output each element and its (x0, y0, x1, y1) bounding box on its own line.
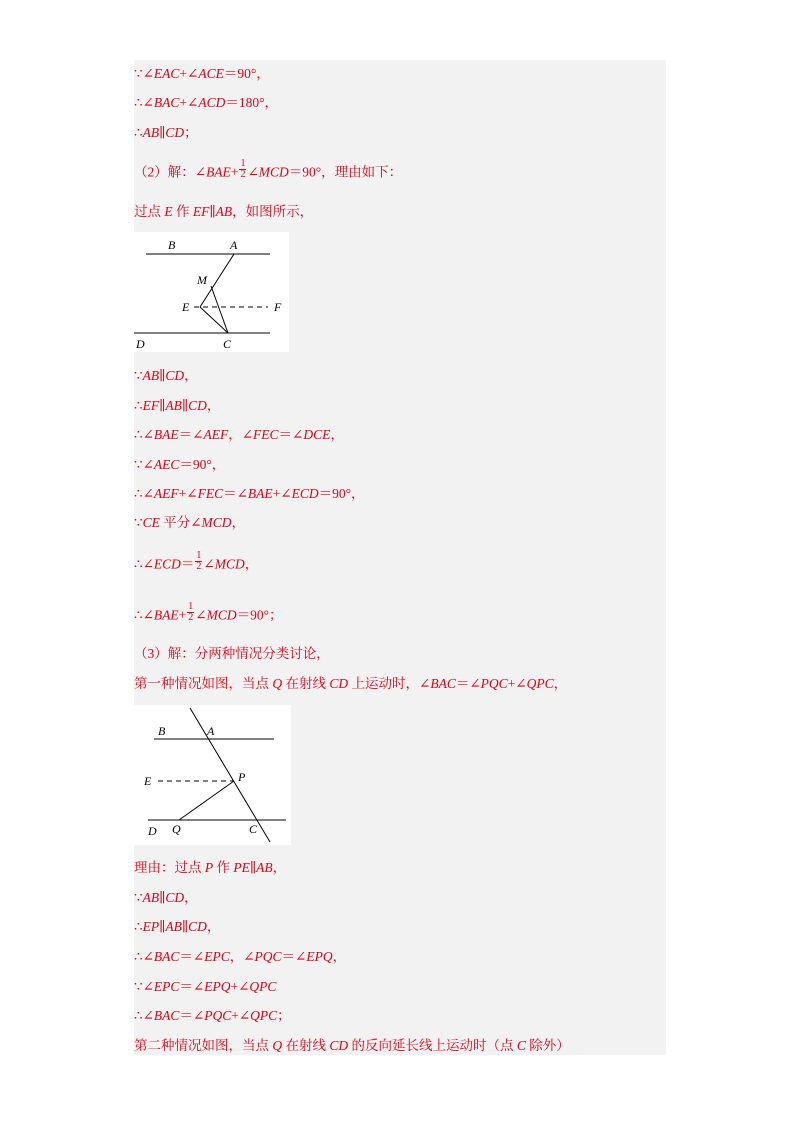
proof-line-9: ∵∠AEC＝90°， (134, 457, 226, 472)
proof-line-15: 第一种情况如图，当点 Q 在射线 CD 上运动时，∠BAC＝∠PQC+∠QPC， (134, 676, 568, 691)
label-q: Q (172, 822, 181, 836)
proof-line-8: ∴∠BAE＝∠AEF，∠FEC＝∠DCE， (134, 427, 344, 442)
proof-line-13: ∴∠BAE+ $\frac{1}{2}$ ∠MCD＝90°； (134, 601, 283, 623)
figure-2 (134, 705, 291, 845)
proof-line-2: ∴∠BAC+∠ACD＝180°， (134, 95, 278, 110)
proof-line-7: ∴EF∥AB∥CD， (134, 398, 221, 413)
label-c: C (223, 337, 232, 351)
label-m: M (197, 273, 207, 287)
proof-line-19: ∴∠BAC＝∠EPC，∠PQC＝∠EPQ， (134, 949, 347, 964)
label-e: E (144, 774, 152, 788)
figure-2-svg (134, 705, 291, 845)
proof-line-6: ∵AB∥CD， (134, 368, 198, 383)
proof-line-3: ∴AB∥CD； (134, 125, 198, 140)
label-a: A (230, 238, 238, 252)
label-c: C (249, 822, 258, 836)
figure-1 (134, 232, 289, 352)
fraction-half: $\frac{1}{2}$ (196, 550, 202, 572)
label-f: F (274, 300, 282, 314)
proof-line-4: （2）解：∠BAE+ $\frac{1}{2}$ ∠MCD＝90°，理由如下： (134, 158, 403, 180)
label-a: A (207, 724, 215, 738)
segment-mc (211, 286, 228, 333)
label-b: B (158, 724, 166, 738)
label-d: D (148, 824, 157, 838)
transversal-ac (190, 708, 270, 842)
proof-line-21: ∴∠BAC＝∠PQC+∠QPC； (134, 1008, 291, 1023)
figure-1-svg (134, 232, 289, 352)
proof-line-5: 过点 E 作 EF∥AB，如图所示， (134, 204, 314, 219)
fraction-half: $\frac{1}{2}$ (240, 158, 246, 180)
proof-line-10: ∴∠AEF+∠FEC＝∠BAE+∠ECD＝90°， (134, 486, 365, 501)
proof-line-1: ∵∠EAC+∠ACE＝90°， (134, 66, 270, 81)
proof-line-17: ∵AB∥CD， (134, 890, 198, 905)
proof-line-12: ∴∠ECD＝ $\frac{1}{2}$ ∠MCD， (134, 550, 259, 572)
fraction-half: $\frac{1}{2}$ (188, 601, 194, 623)
label-d: D (136, 337, 145, 351)
proof-line-14: （3）解：分两种情况分类讨论， (134, 646, 330, 661)
proof-line-18: ∴EP∥AB∥CD， (134, 919, 221, 934)
label-b: B (168, 238, 176, 252)
segment-pq (179, 781, 234, 820)
proof-line-20: ∵∠EPC＝∠EPQ+∠QPC (134, 979, 277, 994)
proof-line-22: 第二种情况如图，当点 Q 在射线 CD 的反向延长线上运动时（点 C 除外） (134, 1038, 570, 1053)
proof-line-16: 理由：过点 P 作 PE∥AB， (134, 860, 287, 875)
proof-line-11: ∵CE 平分∠MCD， (134, 515, 246, 530)
label-e: E (182, 300, 190, 314)
label-p: P (238, 770, 246, 784)
